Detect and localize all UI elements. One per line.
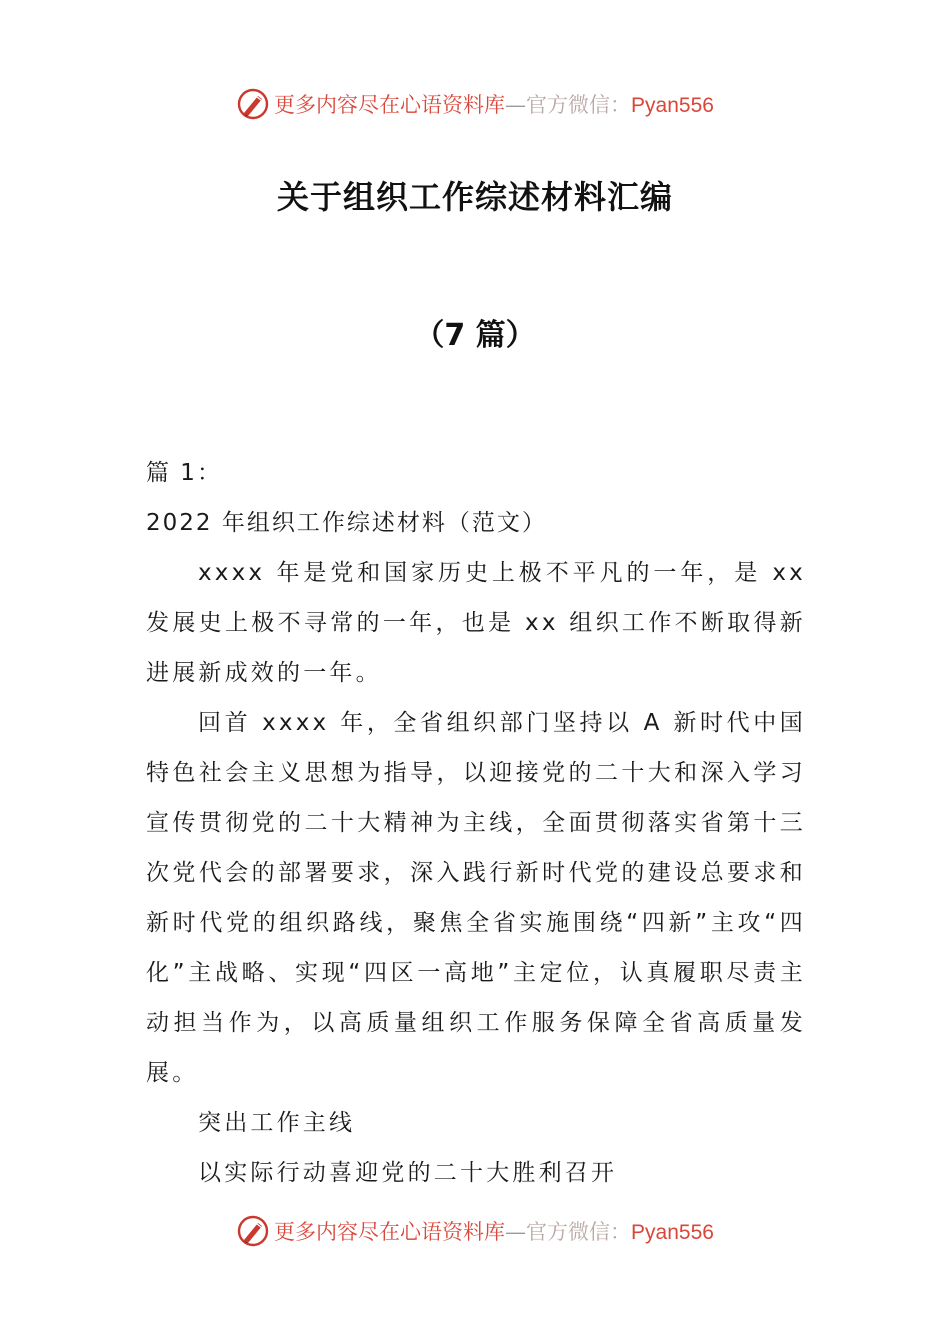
watermark-banner-bottom: [0, 1211, 950, 1251]
paragraph-2: 回首 xxxx 年，全省组织部门坚持以 A 新时代中国特色社会主义思想为指导，以迎接党的二十大和深入学习宣传贯彻党的二十大精神为主线，全面贯彻落实省第十三次党代会的部署要求，深入践行新时代党的建设总要求和新时代党的组织路线，聚焦全省实施围绕“四新”主攻“四化”主战略、实现“四区一高地”主定位，认真履职尽责主动担当作为，以高质量组织工作服务保障全省高质量发展。: [146, 710, 806, 1086]
document-body: [146, 448, 806, 1198]
pen-logo-icon: [236, 87, 270, 121]
watermark-dash: —: [505, 93, 527, 117]
subheading-1: 突出工作主线: [198, 1110, 356, 1136]
watermark-banner-top: [0, 84, 950, 124]
watermark-cn: 更多内容尽在心语资料库: [274, 1220, 506, 1244]
section-title: 2022 年组织工作综述材料（范文）: [146, 510, 547, 536]
pen-logo-icon: [236, 1214, 270, 1248]
watermark-wechat-id: Pyan556: [631, 1221, 714, 1244]
watermark-cn: 更多内容尽在心语资料库: [274, 93, 506, 117]
watermark-text: [274, 89, 714, 119]
paragraph-1: xxxx 年是党和国家历史上极不平凡的一年，是 xx 发展史上极不寻常的一年，也是 xx 组织工作不断取得新进展新成效的一年。: [146, 560, 806, 686]
watermark-text: [274, 1216, 714, 1246]
watermark-dash: —: [505, 1220, 527, 1244]
section-label: 篇 1：: [146, 460, 222, 486]
document-subtitle: （7 篇）: [414, 318, 536, 353]
subheading-2: 以实际行动喜迎党的二十大胜利召开: [198, 1160, 618, 1186]
watermark-wechat-label: 官方微信：: [526, 1220, 632, 1244]
document-title: 关于组织工作综述材料汇编: [276, 178, 673, 216]
watermark-wechat-id: Pyan556: [631, 94, 714, 117]
watermark-wechat-label: 官方微信：: [526, 93, 632, 117]
